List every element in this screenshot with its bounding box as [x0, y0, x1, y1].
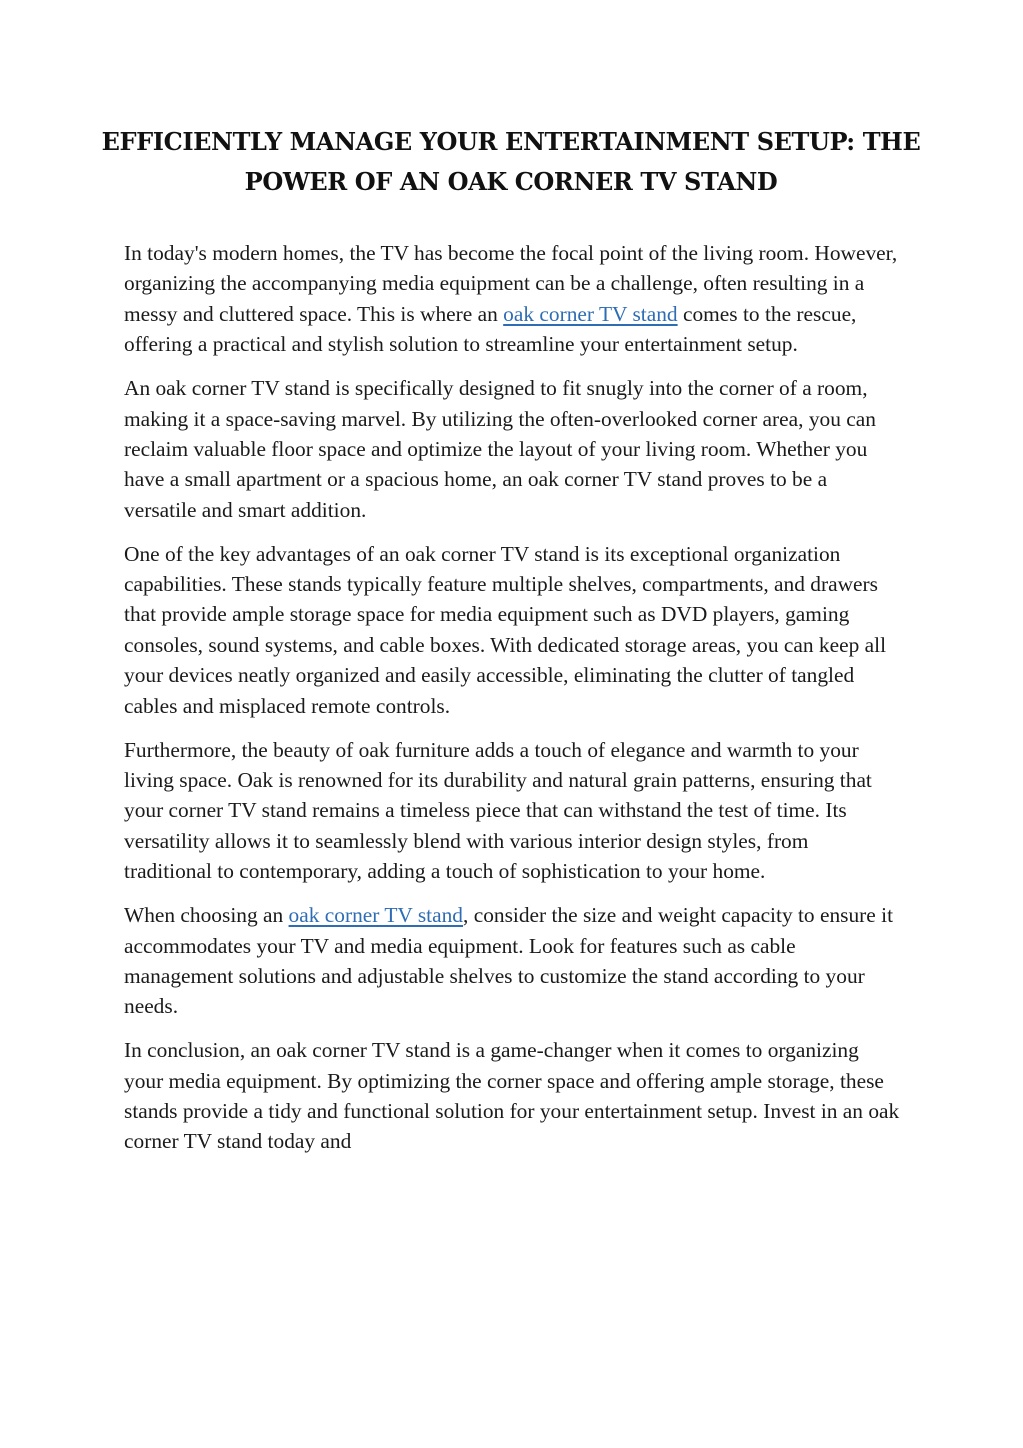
paragraph-choosing-text-after: , consider the size and weight capacity to ensure it accommodates your TV and media equipment. Look for features such as cable management solutions and adjustable shelves to customize the stand according to your needs. [124, 903, 894, 1019]
paragraph-choosing-text-before: When choosing an [124, 903, 289, 928]
paragraph-space-saving: An oak corner TV stand is specifically designed to fit snugly into the corner of a room, making it a space-saving marvel. By utilizing the often-overlooked corner area, you can reclaim valuable floor space and optimize the layout of your living room. Whether you have a small apartment or a spacious home, an oak corner TV stand proves to be a versatile and smart addition. [124, 376, 876, 522]
oak-corner-tv-stand-link-2[interactable]: oak corner TV stand [288, 903, 463, 928]
oak-corner-tv-stand-link[interactable]: oak corner TV stand [503, 301, 678, 326]
paragraph-organization: One of the key advantages of an oak corner TV stand is its exceptional organization capabilities. These stands typically feature multiple shelves, compartments, and drawers that provide ample storage space for media equipment such as DVD players, gaming consoles, sound systems, and cable boxes. With dedicated storage areas, you can keep all your devices neatly organized and easily accessible, eliminating the clutter of tangled cables and misplaced remote controls. [124, 541, 887, 718]
paragraph-choosing [124, 900, 900, 1022]
paragraph-conclusion: In conclusion, an oak corner TV stand is a game-changer when it comes to organizing your media equipment. By optimizing the corner space and offering ample storage, these stands provide a tidy and functional solution for your entertainment setup. Invest in an oak corner TV stand today and [124, 1038, 900, 1154]
paragraph-intro [124, 238, 900, 360]
article-title: EFFICIENTLY MANAGE YOUR ENTERTAINMENT SETUP: THE POWER OF AN OAK CORNER TV STAND [101, 127, 921, 196]
paragraph-oak-beauty: Furthermore, the beauty of oak furniture adds a touch of elegance and warmth to your living space. Oak is renowned for its durability and natural grain patterns, ensuring that your corner TV stand remains a timeless piece that can withstand the test of time. Its versatility allows it to seamlessly blend with various interior design styles, from traditional to contemporary, adding a touch of sophistication to your home. [124, 737, 872, 884]
article-body [124, 238, 900, 1170]
paragraph-intro-text-after: comes to the rescue, offering a practical and stylish solution to streamline your entertainment setup. [124, 301, 857, 357]
paragraph-intro-text-before: In today's modern homes, the TV has become the focal point of the living room. However, organizing the accompanying media equipment can be a challenge, often resulting in a messy and cluttered space. This is where an [124, 241, 898, 326]
